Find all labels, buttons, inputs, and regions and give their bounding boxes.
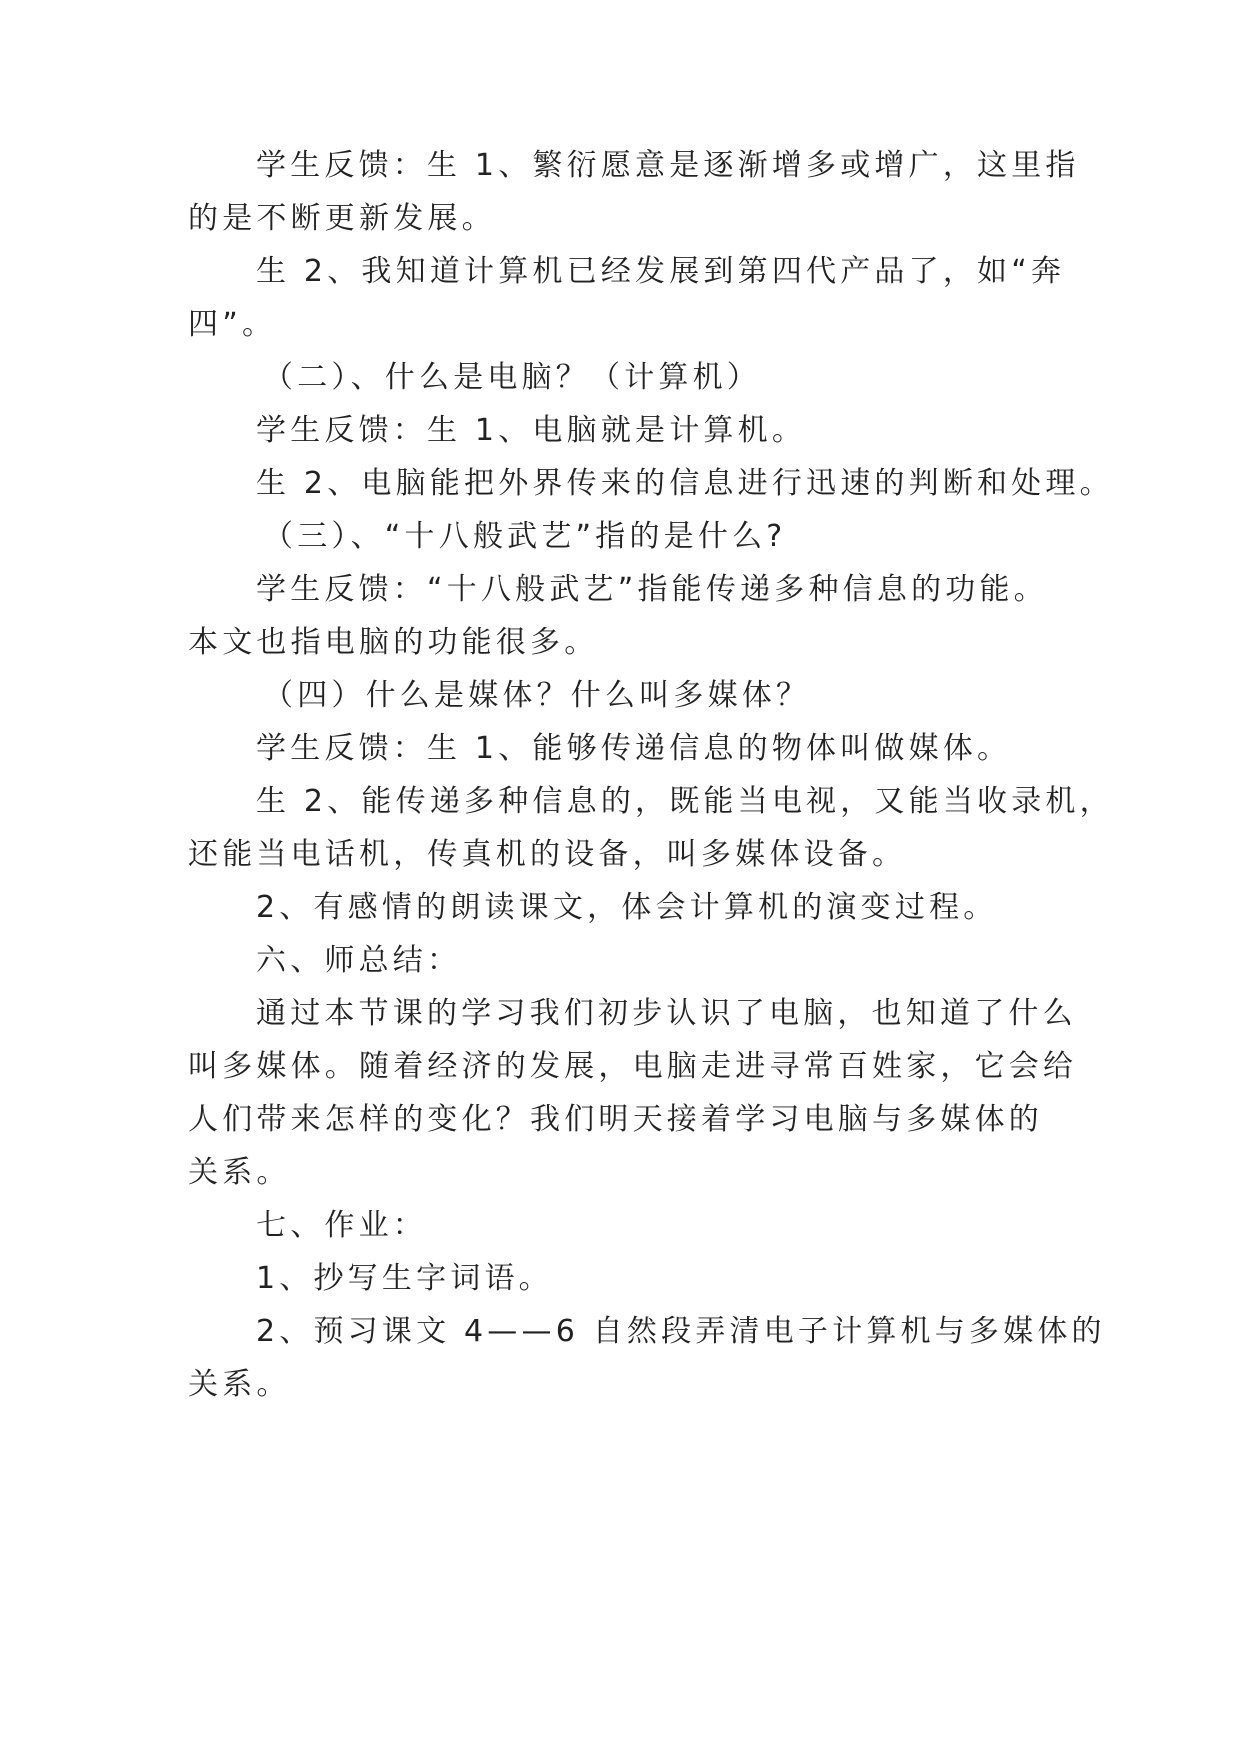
text-line: 学生反馈：生 1、能够传递信息的物体叫做媒体。	[256, 731, 1012, 766]
text-line: 学生反馈：“十八般武艺”指能传递多种信息的功能。	[256, 572, 1048, 607]
text-line: 叫多媒体。随着经济的发展，电脑走进寻常百姓家，它会给	[188, 1049, 1078, 1084]
text-line: 2、有感情的朗读课文，体会计算机的演变过程。	[256, 890, 998, 925]
text-line: 本文也指电脑的功能很多。	[188, 625, 599, 660]
text-line: 1、抄写生字词语。	[256, 1261, 553, 1296]
text-line: 还能当电话机，传真机的设备，叫多媒体设备。	[188, 837, 907, 872]
text-line: 生 2、我知道计算机已经发展到第四代产品了，如“奔	[256, 254, 1066, 289]
text-line: 人们带来怎样的变化？我们明天接着学习电脑与多媒体的	[188, 1102, 1043, 1137]
section-heading: 七、作业：	[256, 1208, 427, 1243]
text-line: 2、预习课文 4——6 自然段弄清电子计算机与多媒体的	[256, 1314, 1106, 1349]
text-line: 学生反馈：生 1、繁衍愿意是逐渐增多或增广，这里指	[256, 148, 1080, 183]
text-line: 四”。	[188, 307, 277, 342]
text-line: 的是不断更新发展。	[188, 201, 496, 236]
text-line: 关系。	[188, 1155, 291, 1190]
text-line: 通过本节课的学习我们初步认识了电脑，也知道了什么	[256, 996, 1077, 1031]
section-heading: （三）、“十八般武艺”指的是什么?	[263, 519, 787, 554]
text-line: 生 2、能传递多种信息的，既能当电视，又能当收录机，	[256, 784, 1114, 819]
text-line: 关系。	[188, 1367, 291, 1402]
section-heading: （二）、什么是电脑？（计算机）	[263, 360, 761, 395]
text-line: 生 2、电脑能把外界传来的信息进行迅速的判断和处理。	[256, 466, 1114, 501]
text-line: 学生反馈：生 1、电脑就是计算机。	[256, 413, 807, 448]
section-heading: （四）什么是媒体？什么叫多媒体？	[263, 678, 811, 713]
section-heading: 六、师总结：	[256, 943, 462, 978]
